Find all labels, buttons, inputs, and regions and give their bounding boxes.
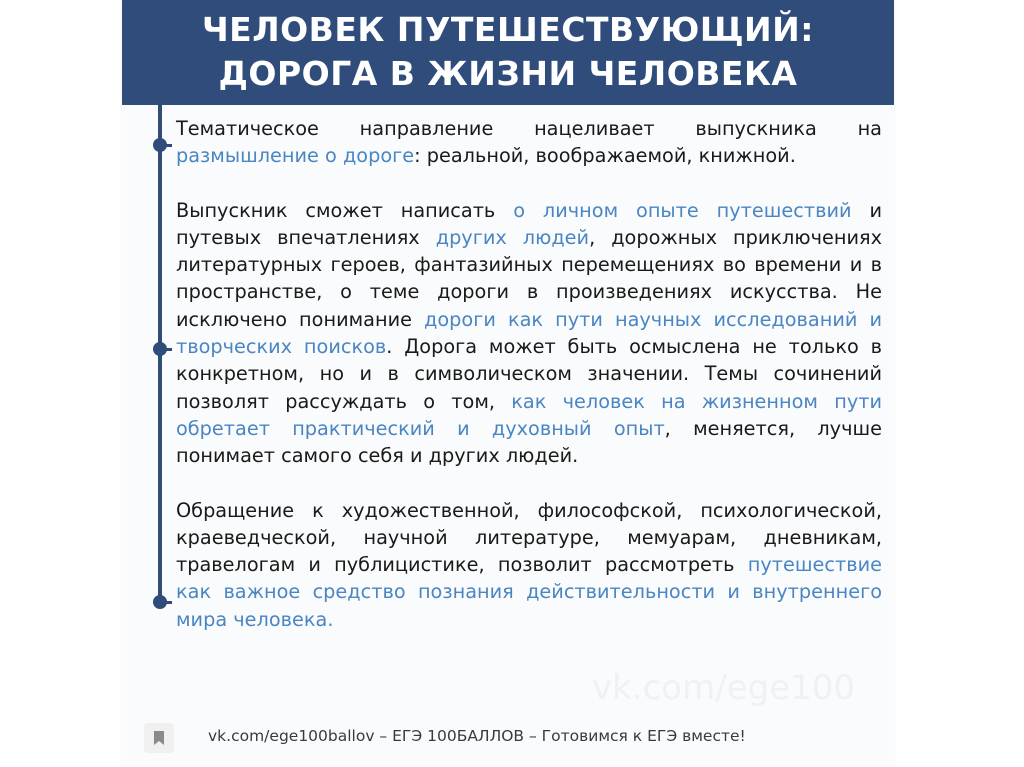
text-run: Обращение к художественной, философской, психологической, краеведческой, научной литературе, мемуарам, дневникам, травелогам и публицистике, позволит рассмотреть	[176, 498, 882, 577]
highlight-text: о личном опыте путешествий	[513, 198, 852, 222]
title-banner	[122, 0, 894, 105]
highlight-text: дороги как пути научных исследований и творческих поисков	[176, 307, 883, 359]
highlight-text: путешествие как важное средство познания действительности и внутреннего мира человека.	[176, 553, 882, 631]
text-run: : реальной, воображаемой, книжной.	[414, 144, 796, 168]
text-run: , меняется, лучше понимает самого себя и других людей.	[176, 416, 882, 468]
footer	[122, 718, 894, 758]
paragraph-3	[176, 497, 882, 633]
text-run: , дорожных приключениях литературных героев, фантазийных перемещениях во времени и в пространстве, о теме дороги в произведениях искусства. Не исключено понимание	[176, 225, 882, 331]
title-line-2: ДОРОГА В ЖИЗНИ ЧЕЛОВЕКА	[218, 54, 798, 93]
bookmark-icon[interactable]	[144, 723, 174, 753]
timeline-dot	[153, 138, 167, 152]
highlight-text: других людей	[435, 225, 590, 249]
timeline-dot	[153, 342, 167, 356]
watermark: vk.com/ege100	[592, 668, 856, 708]
text-run: . Дорога может быть осмыслена не только в конкретном, но и в символическом значении. Темы сочинений позволят рассуждать о том,	[176, 335, 882, 413]
slide-card	[122, 0, 894, 767]
highlight-text: размышление о дороге	[176, 144, 415, 168]
text-run: Выпускник сможет написать	[176, 198, 514, 222]
footer-text: vk.com/ege100ballov – ЕГЭ 100БАЛЛОВ – Готовимся к ЕГЭ вместе!	[208, 727, 746, 745]
title-line-1: ЧЕЛОВЕК ПУТЕШЕСТВУЮЩИЙ:	[202, 10, 814, 49]
highlight-text: как человек на жизненном пути обретает практический и духовный опыт	[176, 389, 883, 440]
timeline-dot	[153, 595, 167, 609]
paragraph-2	[176, 197, 882, 470]
paragraph-1	[176, 115, 882, 170]
text-run: и путевых впечатлениях	[176, 198, 882, 249]
text-run: Тематическое направление нацеливает выпускника на	[176, 117, 882, 140]
body-text	[176, 115, 882, 660]
